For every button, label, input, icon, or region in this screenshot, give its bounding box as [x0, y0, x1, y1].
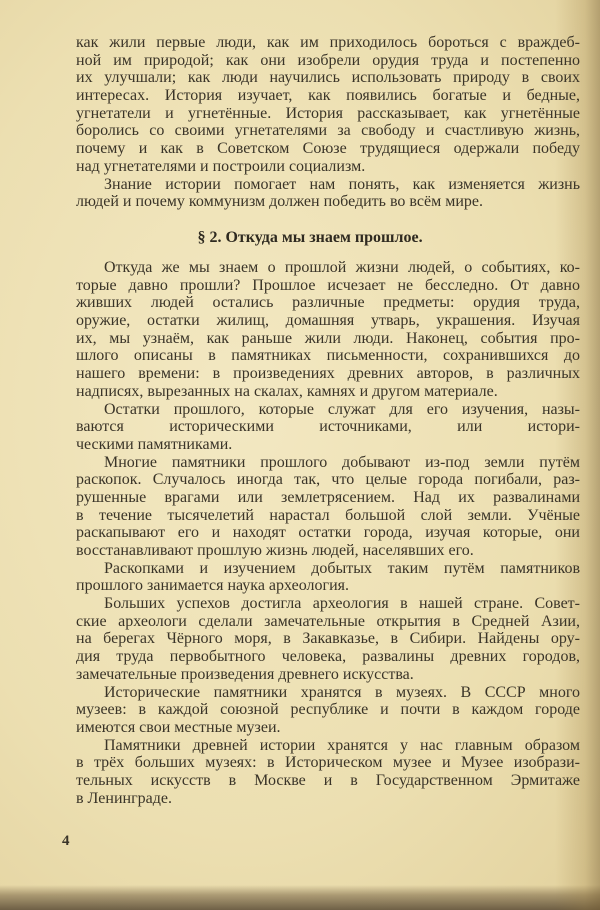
text-line: в трёх больших музеях: в Историческом музее и Музее изобрази-	[76, 754, 580, 772]
text-line: Остатки прошлого, которые служат для его изучения, назы-	[104, 400, 580, 418]
text-line: в течение тысячелетий нарастал большой слой земли. Учёные	[76, 506, 580, 524]
text-line: над угнетателями и построили социализм.	[76, 157, 366, 175]
text-line: ной им природой; как они изобрели орудия труда и постепенно	[76, 51, 580, 69]
text-line: замечательные произведения древнего искусства.	[76, 665, 414, 683]
text-line: в Ленинграде.	[76, 789, 172, 807]
text-line: раскапывают его и находят остатки города, изучая которые, они	[76, 524, 580, 542]
text-line: восстанавливают прошлую жизнь людей, населявших его.	[76, 542, 474, 559]
text-line: Многие памятники прошлого добывают из-под земли путём	[104, 453, 580, 471]
paragraph	[76, 454, 580, 560]
text-line: Откуда же мы знаем о прошлой жизни людей, о событиях, ко-	[104, 259, 580, 276]
text-line: боролись со своими угнетателями за свободу и счастливую жизнь,	[76, 122, 580, 140]
text-line: как жили первые люди, как им приходилось бороться с враждеб-	[76, 34, 580, 51]
text-line: шлого описаны в памятниках письменности, сохранившихся до	[76, 347, 580, 365]
text-line: почему и как в Советском Союзе трудящиеся одержали победу	[76, 140, 580, 158]
text-line: Больших успехов достигла археология в нашей стране. Совет-	[104, 595, 580, 613]
text-line: людей и почему коммунизм должен победить во всём мире.	[76, 193, 483, 211]
text-line: дия труда первобытного человека, развалины древних городов,	[76, 648, 580, 666]
paragraph	[76, 737, 580, 808]
paragraph	[76, 560, 580, 595]
text-line: раскопок. Случалось иногда так, что целые города погибали, раз-	[76, 471, 580, 489]
text-line: рушенные врагами или землетрясением. Над их развалинами	[76, 488, 580, 506]
text-line: музеев: в каждой союзной республике и почти в каждом городе	[76, 701, 580, 719]
text-line: нашего времени: в произведениях древних авторов, в различных	[76, 365, 580, 383]
text-line: угнетатели и угнетённые. История рассказывает, как угнетённые	[76, 104, 580, 122]
paragraph	[76, 595, 580, 683]
page-number: 4	[62, 833, 70, 849]
text-line: торые давно прошли? Прошлое исчезает не бесследно. От давно	[76, 276, 580, 294]
section-heading: § 2. Откуда мы знаем прошлое.	[197, 229, 423, 246]
text-line: ваются историческими источниками, или истори-	[76, 418, 580, 436]
text-line: имеются свои местные музеи.	[76, 718, 281, 736]
text-line: их улучшали; как люди научились использовать природу в своих	[76, 69, 580, 87]
paragraph	[76, 684, 580, 737]
text-line: Раскопками и изучением добытых таким путём памятников	[104, 559, 580, 577]
paragraph	[76, 34, 580, 176]
text-line: живших людей остались различные предметы: орудия труда,	[76, 294, 580, 312]
paragraph	[76, 401, 580, 454]
text-line: оружие, остатки жилищ, домашняя утварь, украшения. Изучая	[76, 312, 580, 330]
text-line: на берегах Чёрного моря, в Закавказье, в Сибири. Найдены ору-	[76, 630, 580, 648]
text-line: ческими памятниками.	[76, 435, 233, 453]
text-line: ские археологи сделали замечательные открытия в Средней Азии,	[76, 612, 580, 630]
text-line: Знание истории помогает нам понять, как изменяется жизнь	[104, 175, 580, 193]
paragraph	[76, 259, 580, 401]
intro-text	[76, 34, 580, 211]
paragraph	[76, 176, 580, 211]
text-line: интересах. История изучает, как появились богатые и бедные,	[76, 87, 580, 105]
text-line: Памятники древней истории хранятся у нас главным образом	[104, 736, 580, 754]
text-line: прошлого занимается наука археология.	[76, 577, 349, 595]
text-line: Исторические памятники хранятся в музеях. В СССР много	[104, 683, 580, 701]
section-text	[76, 259, 580, 807]
text-line: надписях, вырезанных на скалах, камнях и другом материале.	[76, 382, 498, 400]
text-line: их, мы узнаём, как раньше жили люди. Наконец, события про-	[76, 329, 580, 347]
text-line: тельных искусств в Москве и в Государственном Эрмитаже	[76, 771, 580, 789]
